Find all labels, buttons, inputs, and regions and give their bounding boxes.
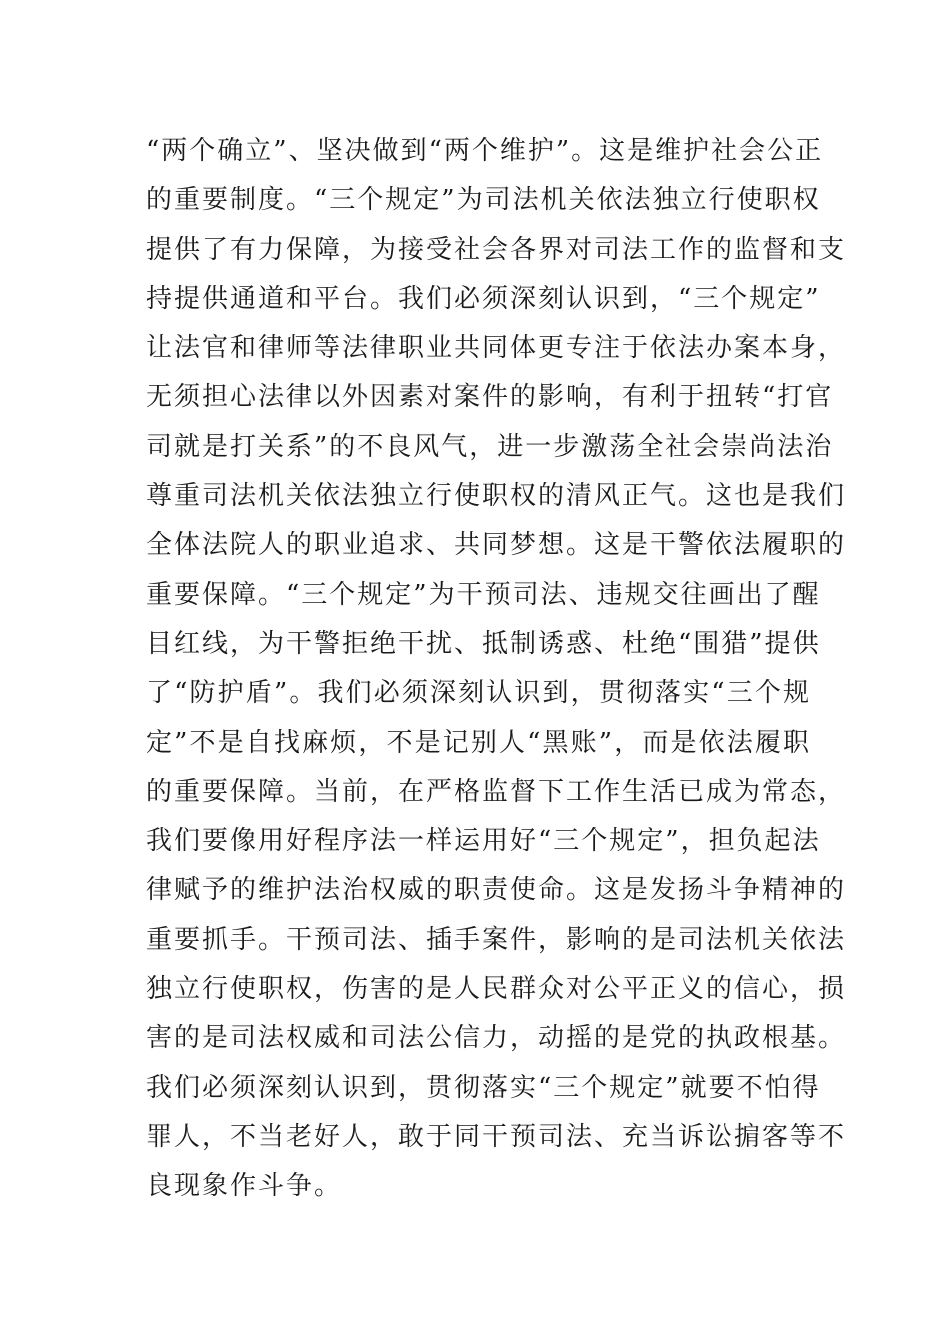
text-line: 良现象作斗争。 [146,1171,343,1202]
text-line: 我们要像用好程序法一样运用好“三个规定”，担负起法 [146,826,821,857]
text-line: 尊重司法机关依法独立行使职权的清风正气。这也是我们 [146,481,847,512]
text-line: 定”不是自找麻烦，不是记别人“黑账”，而是依法履职 [146,727,811,758]
text-line: 无须担心法律以外因素对案件的影响，有利于扭转“打官 [146,382,834,413]
text-line: 律赋予的维护法治权威的职责使命。这是发扬斗争精神的 [146,875,847,906]
body-paragraph [146,127,847,1212]
text-line: 的重要保障。当前，在严格监督下工作生活已成为常态， [146,776,847,807]
text-line: 持提供通道和平台。我们必须深刻认识到，“三个规定” [146,283,821,314]
text-line: 重要抓手。干预司法、插手案件，影响的是司法机关依法 [146,924,847,955]
text-line: 目红线，为干警拒绝干扰、抵制诱惑、杜绝“围猎”提供 [146,628,821,659]
text-line: 全体法院人的职业追求、共同梦想。这是干警依法履职的 [146,530,847,561]
text-line: 罪人，不当老好人，敢于同干预司法、充当诉讼掮客等不 [146,1121,847,1152]
text-line: 我们必须深刻认识到，贯彻落实“三个规定”就要不怕得 [146,1072,821,1103]
text-line: 的重要制度。“三个规定”为司法机关依法独立行使职权 [146,185,821,216]
text-line: 提供了有力保障，为接受社会各界对司法工作的监督和支 [146,234,847,265]
text-line: 重要保障。“三个规定”为干预司法、违规交往画出了醒 [146,579,821,610]
text-line: 了“防护盾”。我们必须深刻认识到，贯彻落实“三个规 [146,678,811,709]
text-line: 司就是打关系”的不良风气，进一步激荡全社会崇尚法治 [146,431,834,462]
text-line: 独立行使职权，伤害的是人民群众对公平正义的信心，损 [146,974,847,1005]
text-line: 害的是司法权威和司法公信力，动摇的是党的执政根基。 [146,1023,847,1054]
text-line: “两个确立”、坚决做到“两个维护”。这是维护社会公正 [146,136,824,166]
text-line: 让法官和律师等法律职业共同体更专注于依法办案本身， [146,333,847,364]
